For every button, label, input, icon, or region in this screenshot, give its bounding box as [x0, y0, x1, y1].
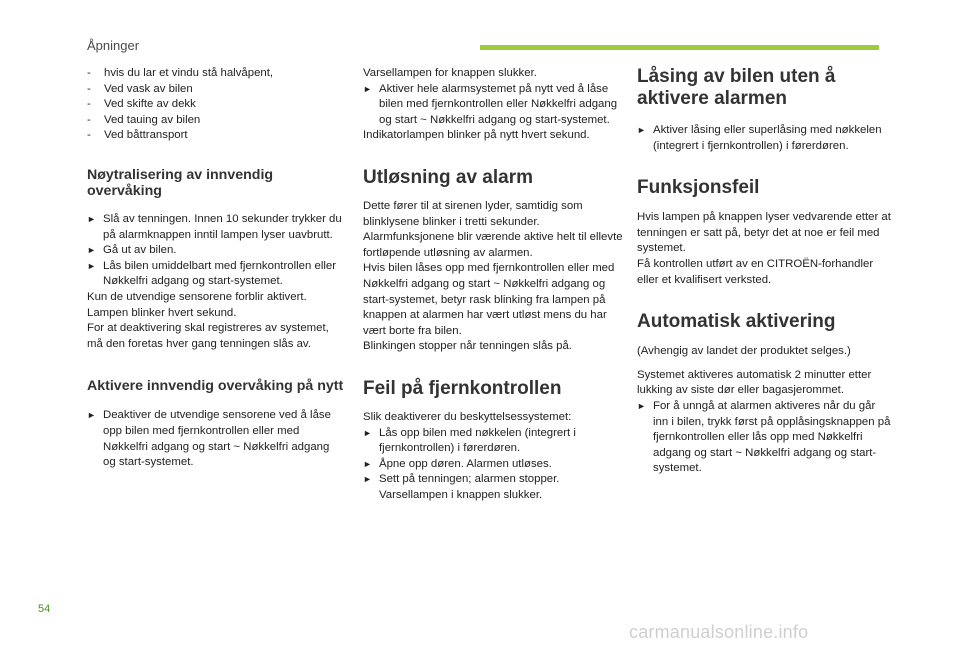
heading-malfunction: Funksjonsfeil: [637, 177, 760, 199]
bullet-item: [363, 457, 623, 473]
paragraph: Dette fører til at sirenen lyder, samtidig som blinklysene blinker i tretti sekunder.: [363, 199, 583, 228]
list-item-text: Ved båttransport: [104, 129, 188, 142]
paragraph: Få kontrollen utført av en CITROËN-forhandler eller et kvalifisert verksted.: [637, 257, 874, 286]
section-title: Åpninger: [87, 38, 140, 53]
bullet-item: [87, 408, 345, 470]
bullet-text: Lås bilen umiddelbart med fjernkontrollen eller Nøkkelfri adgang og start-systemet.: [103, 259, 337, 288]
list-item-text: Ved skifte av dekk: [104, 98, 196, 111]
heading-lock-without-alarm: Låsing av bilen uten å aktivere alarmen: [637, 66, 836, 109]
bullet-arrow-icon: ►: [363, 427, 372, 438]
heading-neutralize: Nøytralisering av innvendig overvåking: [87, 166, 274, 199]
bullet-item: [87, 259, 345, 290]
bullet-item: [363, 82, 623, 129]
bullet-text: Åpne opp døren. Alarmen utløses.: [379, 457, 552, 470]
paragraph: (Avhengig av landet der produktet selges.): [637, 345, 851, 358]
paragraph: Hvis lampen på knappen lyser vedvarende etter at tenningen er satt på, betyr det at noe er feil med systemet.: [637, 211, 891, 255]
bullet-item: [87, 212, 345, 243]
list-item-text: hvis du lar et vindu stå halvåpent,: [104, 67, 274, 79]
bullet-text: For å unngå at alarmen aktiveres når du går inn i bilen, trykk først på opplåsingsknappen på fjernkontrollen eller lås opp med Nøkkelfri adgang og start ~ Nøkkelfri adgang og start-systemet.: [653, 399, 891, 475]
heading-remote-fault: Feil på fjernkontrollen: [363, 377, 562, 399]
column-middle: [363, 66, 623, 503]
bullet-text: Slå av tenningen. Innen 10 sekunder trykker du på alarmknappen inntil lampen lyser uavbrutt.: [103, 212, 342, 241]
paragraph: Blinkingen stopper når tenningen slås på.: [363, 340, 572, 353]
paragraph: Systemet aktiveres automatisk 2 minutter etter lukking av siste dør eller bagasjerommet.: [637, 368, 872, 397]
paragraph: Varsellampen for knappen slukker.: [363, 67, 537, 79]
paragraph: Alarmfunksjonene blir værende aktive helt til ellevte fortløpende utløsning av alarmen.: [363, 231, 623, 259]
bullet-arrow-icon: ►: [87, 260, 96, 271]
bullet-arrow-icon: ►: [363, 458, 372, 469]
bullet-arrow-icon: ►: [87, 245, 96, 256]
bullet-arrow-icon: ►: [363, 474, 372, 485]
bullet-arrow-icon: ►: [637, 125, 646, 135]
paragraph: Lampen blinker hvert sekund.: [87, 306, 237, 319]
bullet-arrow-icon: ►: [87, 410, 96, 421]
heading-reactivate: Aktivere innvendig overvåking på nytt: [87, 378, 344, 395]
bullet-item: [637, 123, 892, 154]
page-number: 54: [38, 603, 51, 615]
watermark: carmanualsonline.info: [629, 622, 809, 642]
bullet-text: Gå ut av bilen.: [103, 244, 177, 257]
section-color-bar: [480, 45, 879, 50]
bullet-item: [637, 399, 892, 477]
paragraph: For at deaktivering skal registreres av systemet, må den foretas hver gang tenningen slås av.: [87, 322, 329, 350]
list-item: - Ved vask av bilen: [87, 82, 345, 98]
list-item: - Ved båttransport: [87, 128, 345, 144]
list-item: - hvis du lar et vindu stå halvåpent,: [87, 66, 345, 82]
bullet-arrow-icon: ►: [637, 400, 646, 411]
paragraph: Slik deaktiverer du beskyttelsessystemet:: [363, 410, 572, 423]
list-item: - Ved tauing av bilen: [87, 113, 345, 129]
bullet-text: Aktiver hele alarmsystemet på nytt ved å låse bilen med fjernkontrollen eller Nøkkelfri adgang og start ~ Nøkkelfri adgang og start-systemet.: [379, 82, 618, 126]
bullet-text: Sett på tenningen; alarmen stopper. Varsellampen i knappen slukker.: [379, 473, 560, 501]
paragraph: Hvis bilen låses opp med fjernkontrollen eller med Nøkkelfri adgang og start ~ Nøkkelfri adgang og start-systemet, betyr rask blinking fra lampen på knappen at alarmen har vært utløst mens du har vært borte fra bilen.: [363, 262, 615, 337]
paragraph: Indikatorlampen blinker på nytt hvert sekund.: [363, 129, 590, 142]
bullet-item: [363, 426, 623, 457]
paragraph: Kun de utvendige sensorene forblir aktivert.: [87, 290, 307, 303]
list-item-text: Ved vask av bilen: [104, 82, 193, 95]
heading-alarm-trigger: Utløsning av alarm: [363, 166, 533, 188]
bullet-text: Deaktiver de utvendige sensorene ved å låse opp bilen med fjernkontrollen eller med Nøkkelfri adgang og start ~ Nøkkelfri adgang og start-systemet.: [103, 409, 331, 469]
column-right: [637, 66, 892, 477]
bullet-item: [87, 243, 345, 259]
heading-auto-activation: Automatisk aktivering: [637, 311, 836, 333]
bullet-text: Lås opp bilen med nøkkelen (integrert i fjernkontrollen) i førerdøren.: [379, 426, 576, 455]
list-item-text: Ved tauing av bilen: [104, 113, 201, 126]
bullet-arrow-icon: ►: [363, 83, 372, 94]
bullet-text: Aktiver låsing eller superlåsing med nøkkelen (integrert i fjernkontrollen) i førerdøren.: [653, 124, 882, 152]
list-item: - Ved skifte av dekk: [87, 97, 345, 113]
column-left: [87, 66, 345, 471]
bullet-item: [363, 472, 623, 503]
bullet-arrow-icon: ►: [87, 213, 96, 224]
